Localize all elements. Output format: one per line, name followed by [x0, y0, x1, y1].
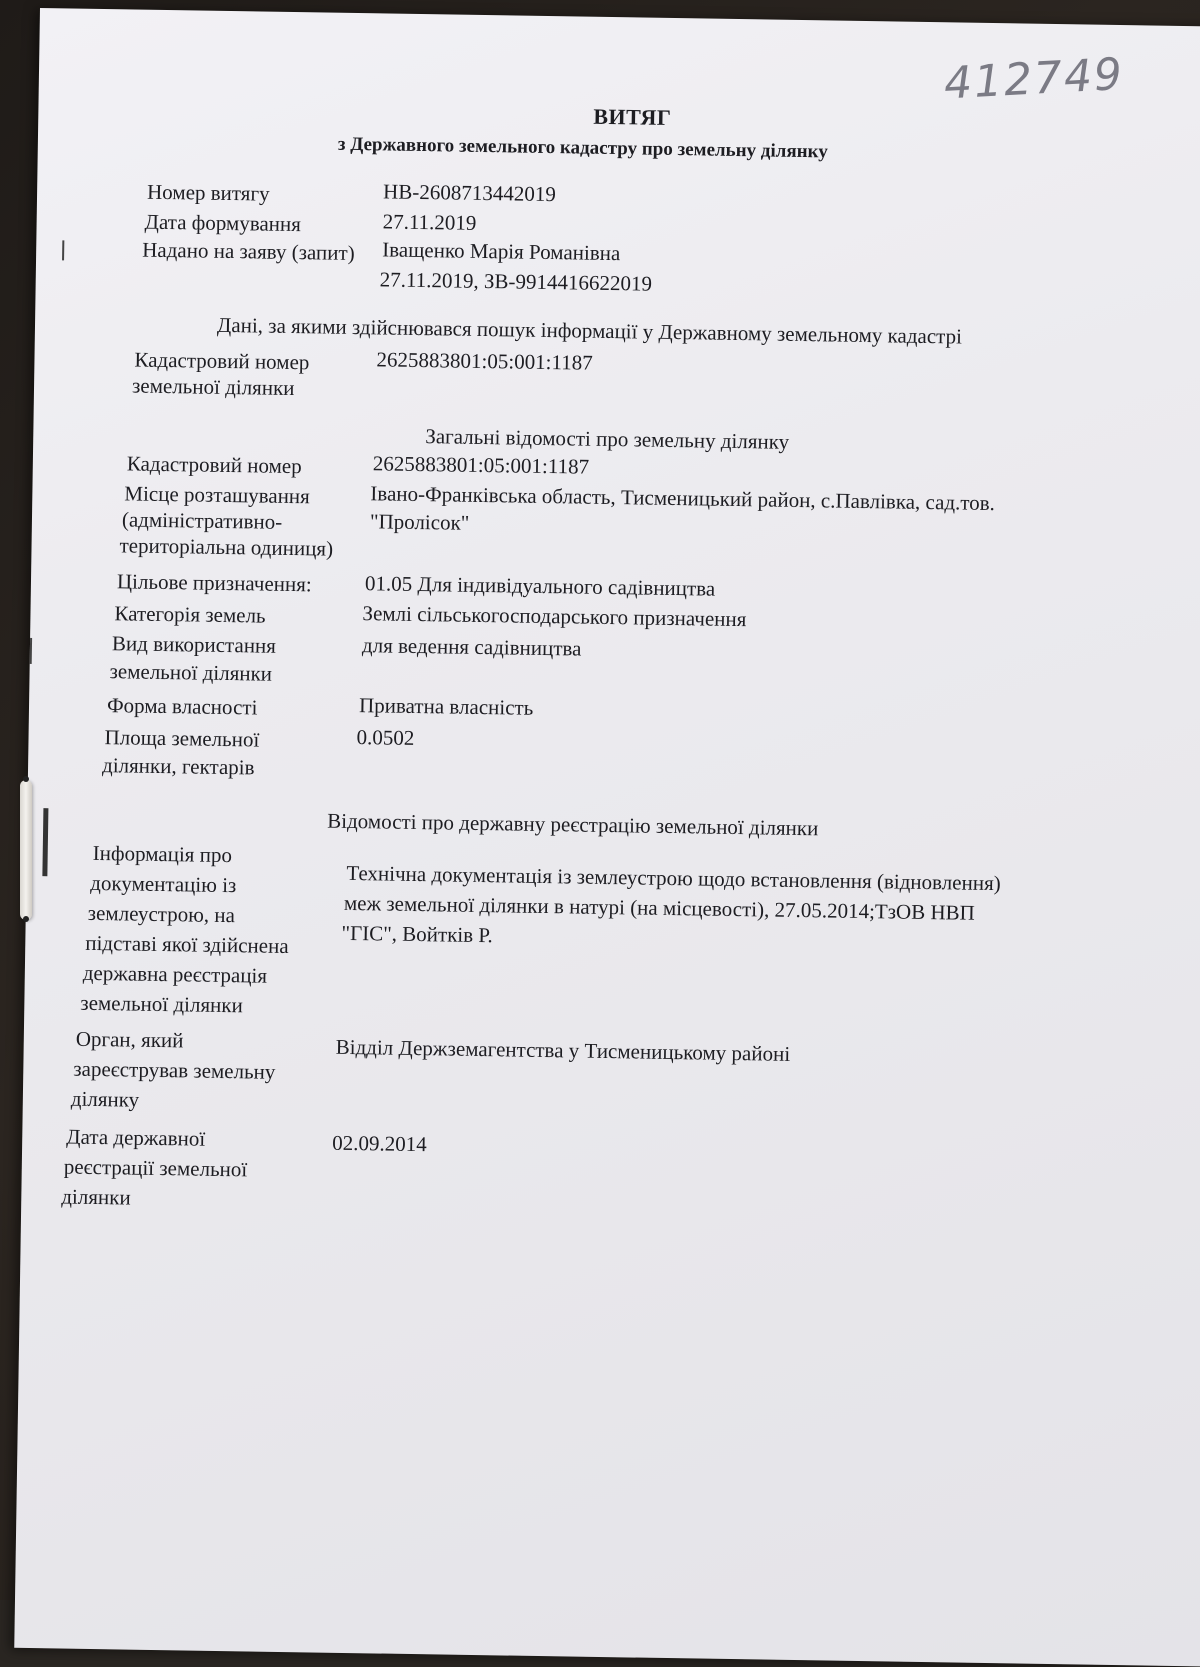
area-value: 0.0502 — [356, 725, 415, 750]
organ-value: Відділ Держземагентства у Тисменицькому районі — [335, 1034, 791, 1066]
location-label-2: (адміністративно- — [121, 507, 283, 534]
usage-label-2: земельної ділянки — [109, 659, 273, 686]
handwritten-number: 412749 — [942, 48, 1126, 110]
reg-date-label-2: реєстрації земельної — [63, 1154, 248, 1182]
location-value-2: "Пролісок" — [369, 509, 470, 535]
location-label-3: територіальна одиниця) — [119, 533, 334, 561]
request-reference: 27.11.2019, ЗВ-9914416622019 — [379, 267, 653, 296]
organ-label-3: ділянку — [70, 1086, 140, 1112]
location-label-1: Місце розташування — [124, 481, 311, 509]
doc-label-6: земельної ділянки — [80, 990, 244, 1018]
search-cadastral-label-1: Кадастровий номер — [134, 347, 310, 375]
area-label-2: ділянки, гектарів — [101, 753, 255, 780]
category-value: Землі сільськогосподарського призначення — [362, 601, 747, 632]
extract-number-label: Номер витягу — [146, 179, 270, 206]
general-cadastral-value: 2625883801:05:001:1187 — [372, 451, 590, 479]
general-section-heading: Загальні відомості про земельну ділянку — [425, 424, 790, 454]
search-cadastral-label-2: земельної ділянки — [131, 373, 295, 401]
document-subtitle: з Державного земельного кадастру про земельну ділянку — [337, 133, 828, 163]
doc-label-5: державна реєстрація — [82, 960, 268, 988]
binding-thread — [20, 780, 32, 920]
purpose-label: Цільове призначення: — [116, 569, 312, 597]
request-label: Надано на заяву (запит) — [142, 237, 355, 265]
extract-date-label: Дата формування — [144, 209, 302, 237]
organ-label-2: зареєстрував земельну — [73, 1056, 276, 1084]
search-cadastral-value: 2625883801:05:001:1187 — [376, 347, 593, 375]
doc-value-1: Технічна документація із землеустрою щодо встановлення (відновлення) — [346, 860, 1001, 896]
doc-value-2: меж земельної ділянки в натурі (на місцевості), 27.05.2014;ТзОВ НВП — [343, 890, 975, 925]
search-section-heading: Дані, за якими здійснювався пошук інформації у Державному земельному кадастрі — [216, 312, 963, 349]
margin-mark — [62, 240, 64, 260]
general-cadastral-label: Кадастровий номер — [126, 451, 302, 479]
area-label-1: Площа земельної — [104, 725, 260, 752]
request-name: Іващенко Марія Романівна — [382, 237, 621, 266]
organ-label-1: Орган, який — [75, 1026, 184, 1053]
binding-hole — [23, 916, 29, 922]
margin-mark — [30, 638, 32, 664]
binding-hole — [23, 776, 29, 782]
margin-bar — [42, 808, 48, 876]
doc-label-2: документацію із — [90, 870, 237, 898]
reg-date-label-1: Дата державної — [66, 1124, 206, 1151]
usage-value: для ведення садівництва — [361, 633, 582, 661]
doc-label-4: підставі якої здійснена — [85, 930, 289, 959]
ownership-value: Приватна власність — [358, 693, 534, 720]
doc-value-3: "ГІС", Войтків Р. — [341, 920, 493, 948]
category-label: Категорія земель — [114, 601, 266, 628]
doc-label-3: землеустрою, на — [87, 900, 236, 928]
usage-label-1: Вид використання — [111, 631, 277, 658]
registration-section-heading: Відомості про державну реєстрацію земельної ділянки — [327, 808, 819, 841]
document-page — [14, 8, 1200, 1667]
reg-date-label-3: ділянки — [61, 1184, 131, 1210]
location-value-1: Івано-Франківська область, Тисменицький район, с.Павлівка, сад.тов. — [370, 481, 996, 516]
reg-date-value: 02.09.2014 — [332, 1130, 427, 1157]
ownership-label: Форма власності — [106, 693, 258, 720]
extract-number-value: НВ-2608713442019 — [382, 179, 557, 207]
extract-date-value: 27.11.2019 — [382, 209, 477, 235]
document-title: ВИТЯГ — [593, 103, 672, 130]
doc-label-1: Інформація про — [92, 840, 233, 868]
purpose-value: 01.05 Для індивідуального садівництва — [364, 571, 716, 601]
